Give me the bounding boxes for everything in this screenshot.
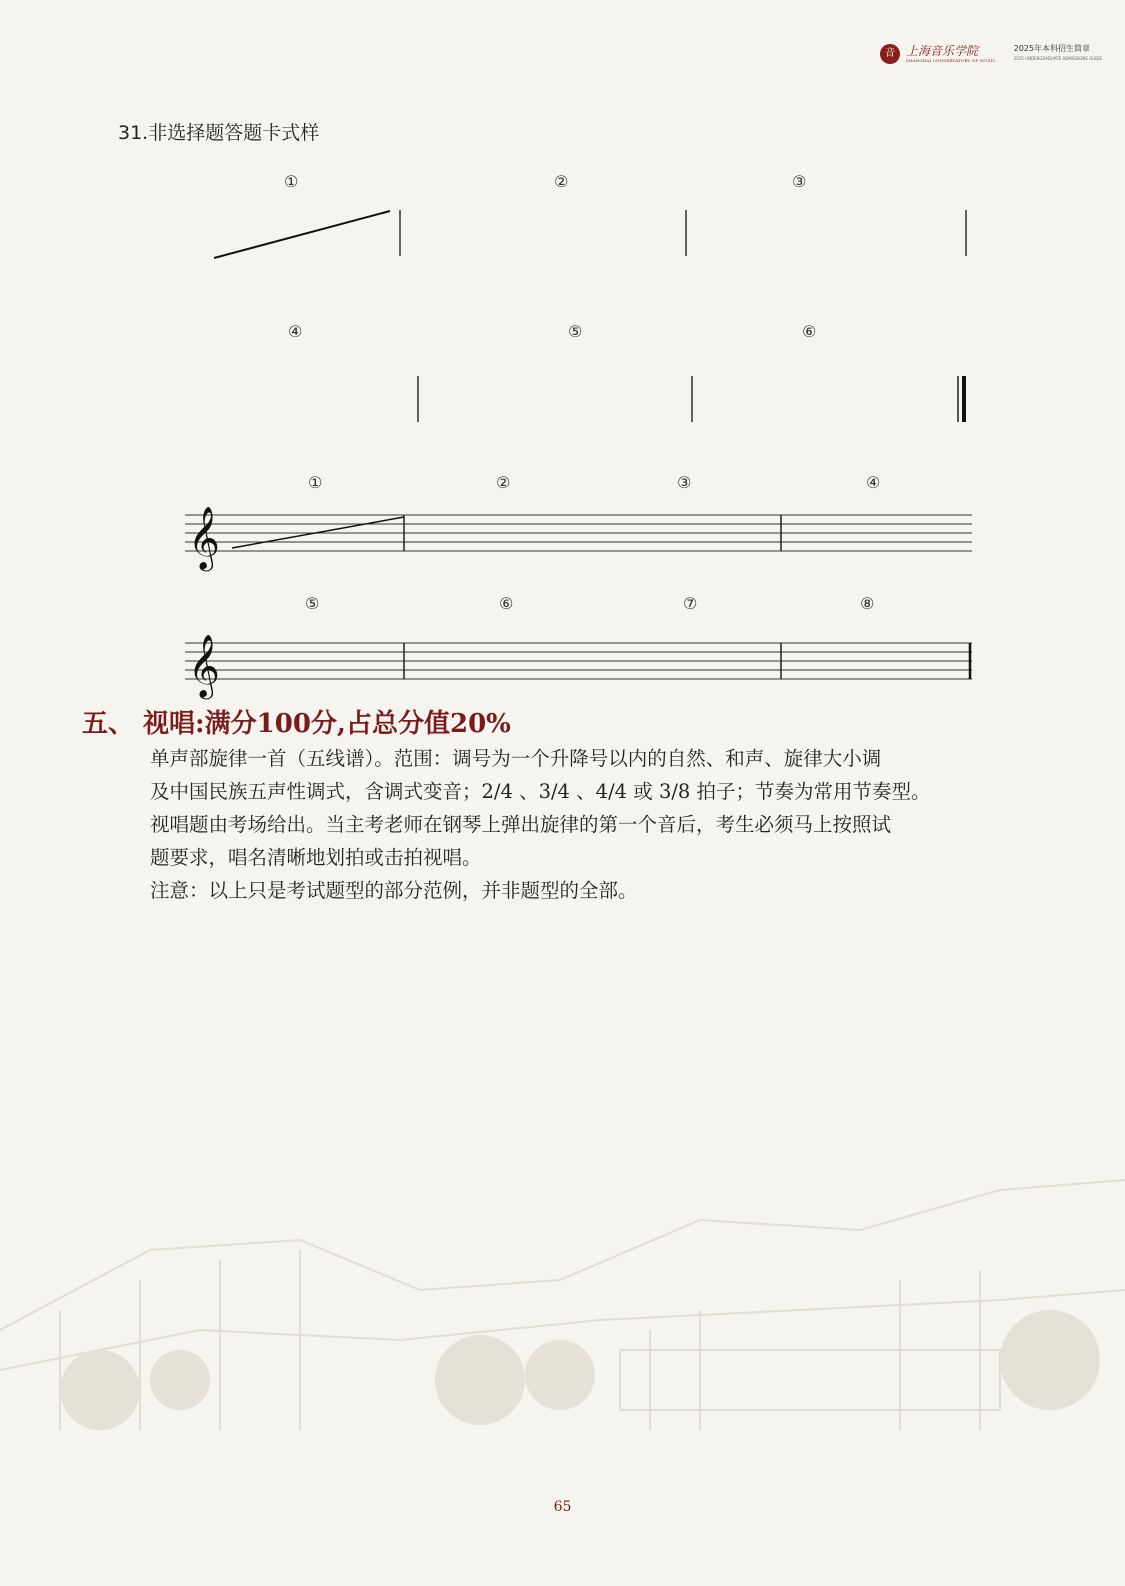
measure-number: ⑧	[860, 594, 875, 613]
measure-number: ①	[284, 172, 299, 191]
paragraph-line: 单声部旋律一首（五线谱）。范围：调号为一个升降号以内的自然、和声、旋律大小调	[150, 747, 882, 770]
paragraph-line: 题要求，唱名清晰地划拍或击拍视唱。	[150, 846, 482, 869]
paragraph-line: 视唱题由考场给出。当主考老师在钢琴上弹出旋律的第一个音后，考生必须马上按照试	[150, 813, 892, 836]
measure-number: ⑦	[683, 594, 698, 613]
staff-2	[185, 643, 972, 679]
staff-1	[185, 515, 972, 551]
school-seal-icon: 音	[880, 44, 900, 64]
answer-sheet-drawing	[0, 0, 1125, 700]
measure-number: ⑤	[568, 322, 583, 341]
measure-number: ③	[792, 172, 807, 191]
measure-number: ③	[677, 473, 692, 492]
note-line: 注意：以上只是考试题型的部分范例，并非题型的全部。	[150, 879, 638, 902]
treble-clef-icon: 𝄞	[188, 506, 220, 569]
paragraph-line: 及中国民族五声性调式，含调式变音；2/4 、3/4 、4/4 或 3/8 拍子；节奏为常用节奏型。	[150, 780, 931, 803]
campus-watermark-illustration	[0, 1130, 1125, 1460]
measure-number: ②	[496, 473, 511, 492]
example-slash-line	[214, 211, 390, 258]
section-heading: 五、 视唱:满分100分,占总分值20%	[82, 709, 511, 739]
measure-number: ⑤	[305, 594, 320, 613]
measure-number: ②	[554, 172, 569, 191]
measure-number: ①	[308, 473, 323, 492]
treble-clef-icon: 𝄞	[188, 634, 220, 697]
school-name: 上海音乐学院	[906, 44, 979, 58]
page-number: 65	[553, 1499, 572, 1515]
measure-number: ⑥	[802, 322, 817, 341]
brochure-subtitle: 2025 UNDERGRADUATE ADMISSIONS GUIDE	[1013, 56, 1102, 61]
measure-number: ⑥	[499, 594, 514, 613]
measure-number: ④	[288, 322, 303, 341]
school-name-english: SHANGHAI CONSERVATORY OF MUSIC	[906, 58, 996, 63]
brochure-title: 2025年本科招生简章	[1013, 44, 1090, 53]
measure-number: ④	[866, 473, 881, 492]
question-title: 31.非选择题答题卡式样	[118, 122, 320, 144]
section-body	[150, 742, 1045, 907]
